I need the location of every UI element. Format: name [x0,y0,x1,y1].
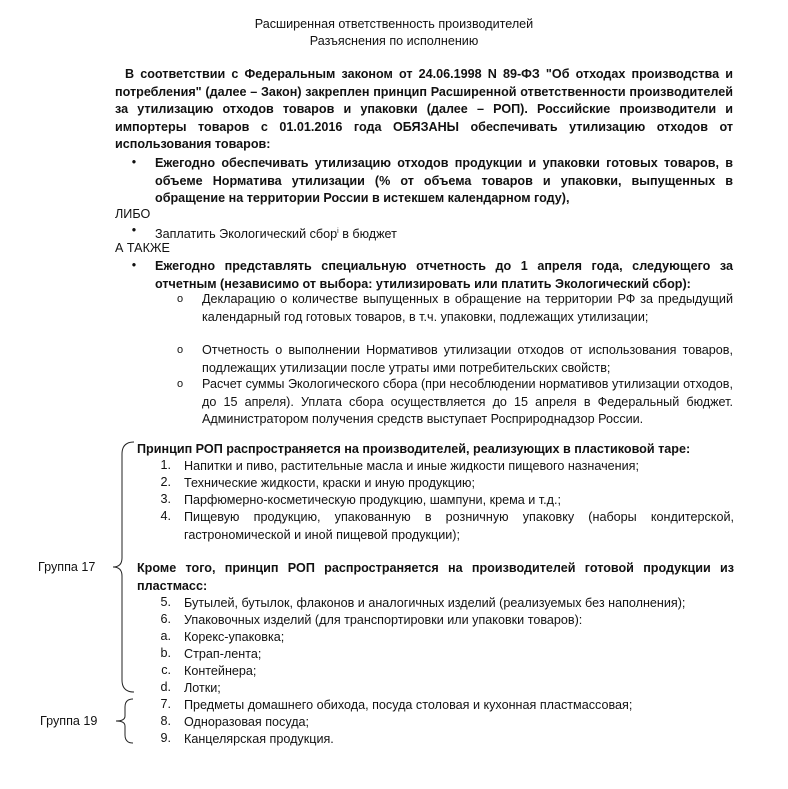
circle-bullet-icon: o [177,293,184,305]
list-marker: d. [160,680,171,694]
list-marker: b. [160,646,171,660]
circle-bullet-icon: o [177,378,184,390]
list-item: Лотки; [184,681,221,695]
list-marker: a. [160,629,171,643]
group-17-label: Группа 17 [38,560,96,574]
document-subtitle: Разъяснения по исполнению [309,34,479,48]
circle-bullet-icon: o [177,344,184,356]
list-item: Одноразовая посуда; [184,715,310,729]
obligation-2 [155,223,397,244]
list-marker: 1. [160,458,171,472]
group-19-label: Группа 19 [40,714,98,728]
list-marker: 7. [160,697,171,711]
list-item: Страп-лента; [184,647,262,661]
list-marker: 5. [160,595,171,609]
list-item: Контейнера; [184,664,257,678]
list-marker: 6. [160,612,171,626]
bullet-icon: • [131,223,137,237]
list-item: Предметы домашнего обихода, посуда столовая и кухонная пластмассовая; [184,698,633,712]
list-marker: c. [161,663,171,677]
list-item: Напитки и пиво, растительные масла и иные жидкости пищевого назначения; [184,459,639,473]
report-item: Декларацию о количестве выпущенных в обращение на территории РФ за предыдущий календарный год готовых товаров, в т.ч. упаковки, подлежащих утилизации; [202,292,733,324]
group-19-brace-icon [113,697,137,747]
footnote-marker[interactable]: i [337,228,339,235]
list-marker: 4. [160,509,171,523]
obligation-2-suffix: в бюджет [338,227,397,242]
list-marker: 9. [160,731,171,745]
intro-paragraph: В соответствии с Федеральным законом от 24.06.1998 N 89-ФЗ "Об отходах производства и потребления" (далее – Закон) закреплен принцип Расширенной ответственности производителей за утилизацию отходов товаров и упаковки (далее – РОП). Российские производители и импортеры товаров с 01.01.2016 года ОБЯЗАНЫ обеспечивать утилизацию отходов от использования товаров: [115,67,733,151]
list-marker: 2. [160,475,171,489]
list-item: Технические жидкости, краски и иную продукцию; [184,476,475,490]
report-item: Расчет суммы Экологического сбора (при несоблюдении нормативов утилизации отходов, до 15 апреля). Уплата сбора осуществляется до 15 апреля в Федеральный бюджет. Администратором получения средств выступает Росприроднадзор России. [202,377,733,426]
bullet-icon: • [131,155,137,169]
report-item: Отчетность о выполнении Нормативов утилизации отходов от использования товаров, подлежащих утилизации после утраты ими потребительских свойств; [202,343,733,375]
list-item: Парфюмерно-косметическую продукцию, шампуни, крема и т.д.; [184,493,561,507]
list-marker: 3. [160,492,171,506]
group-17-brace-icon [110,440,140,696]
also-label: А ТАКЖЕ [115,241,170,255]
list-marker: 8. [160,714,171,728]
list-item: Бутылей, бутылок, флаконов и аналогичных изделий (реализуемых без наполнения); [184,596,686,610]
document-title: Расширенная ответственность производителей [254,17,534,31]
list-item: Упаковочных изделий (для транспортировки или упаковки товаров): [184,613,583,627]
or-label: ЛИБО [115,207,151,221]
list-item: Канцелярская продукция. [184,732,334,746]
bullet-icon: • [131,258,137,272]
obligation-2-text: Заплатить Экологический сбор [155,227,338,242]
section-2-heading: Кроме того, принцип РОП распространяется на производителей готовой продукции из пластмасс: [137,561,734,593]
obligation-1: Ежегодно обеспечивать утилизацию отходов продукции и упаковки готовых товаров, в объеме Норматива утилизации (% от объема товаров и упаковки, выпущенных в обращение на территории России в истекшем календарном году), [155,156,733,205]
section-1-heading: Принцип РОП распространяется на производителей, реализующих в пластиковой таре: [137,442,691,456]
obligation-3: Ежегодно представлять специальную отчетность до 1 апреля года, следующего за отчетным (независимо от выбора: утилизировать или платить Экологический сбор): [155,259,733,291]
list-item: Корекс-упаковка; [184,630,285,644]
list-item: Пищевую продукцию, упакованную в розничную упаковку (наборы кондитерской, гастрономической и иной пищевой продукции); [184,510,734,542]
